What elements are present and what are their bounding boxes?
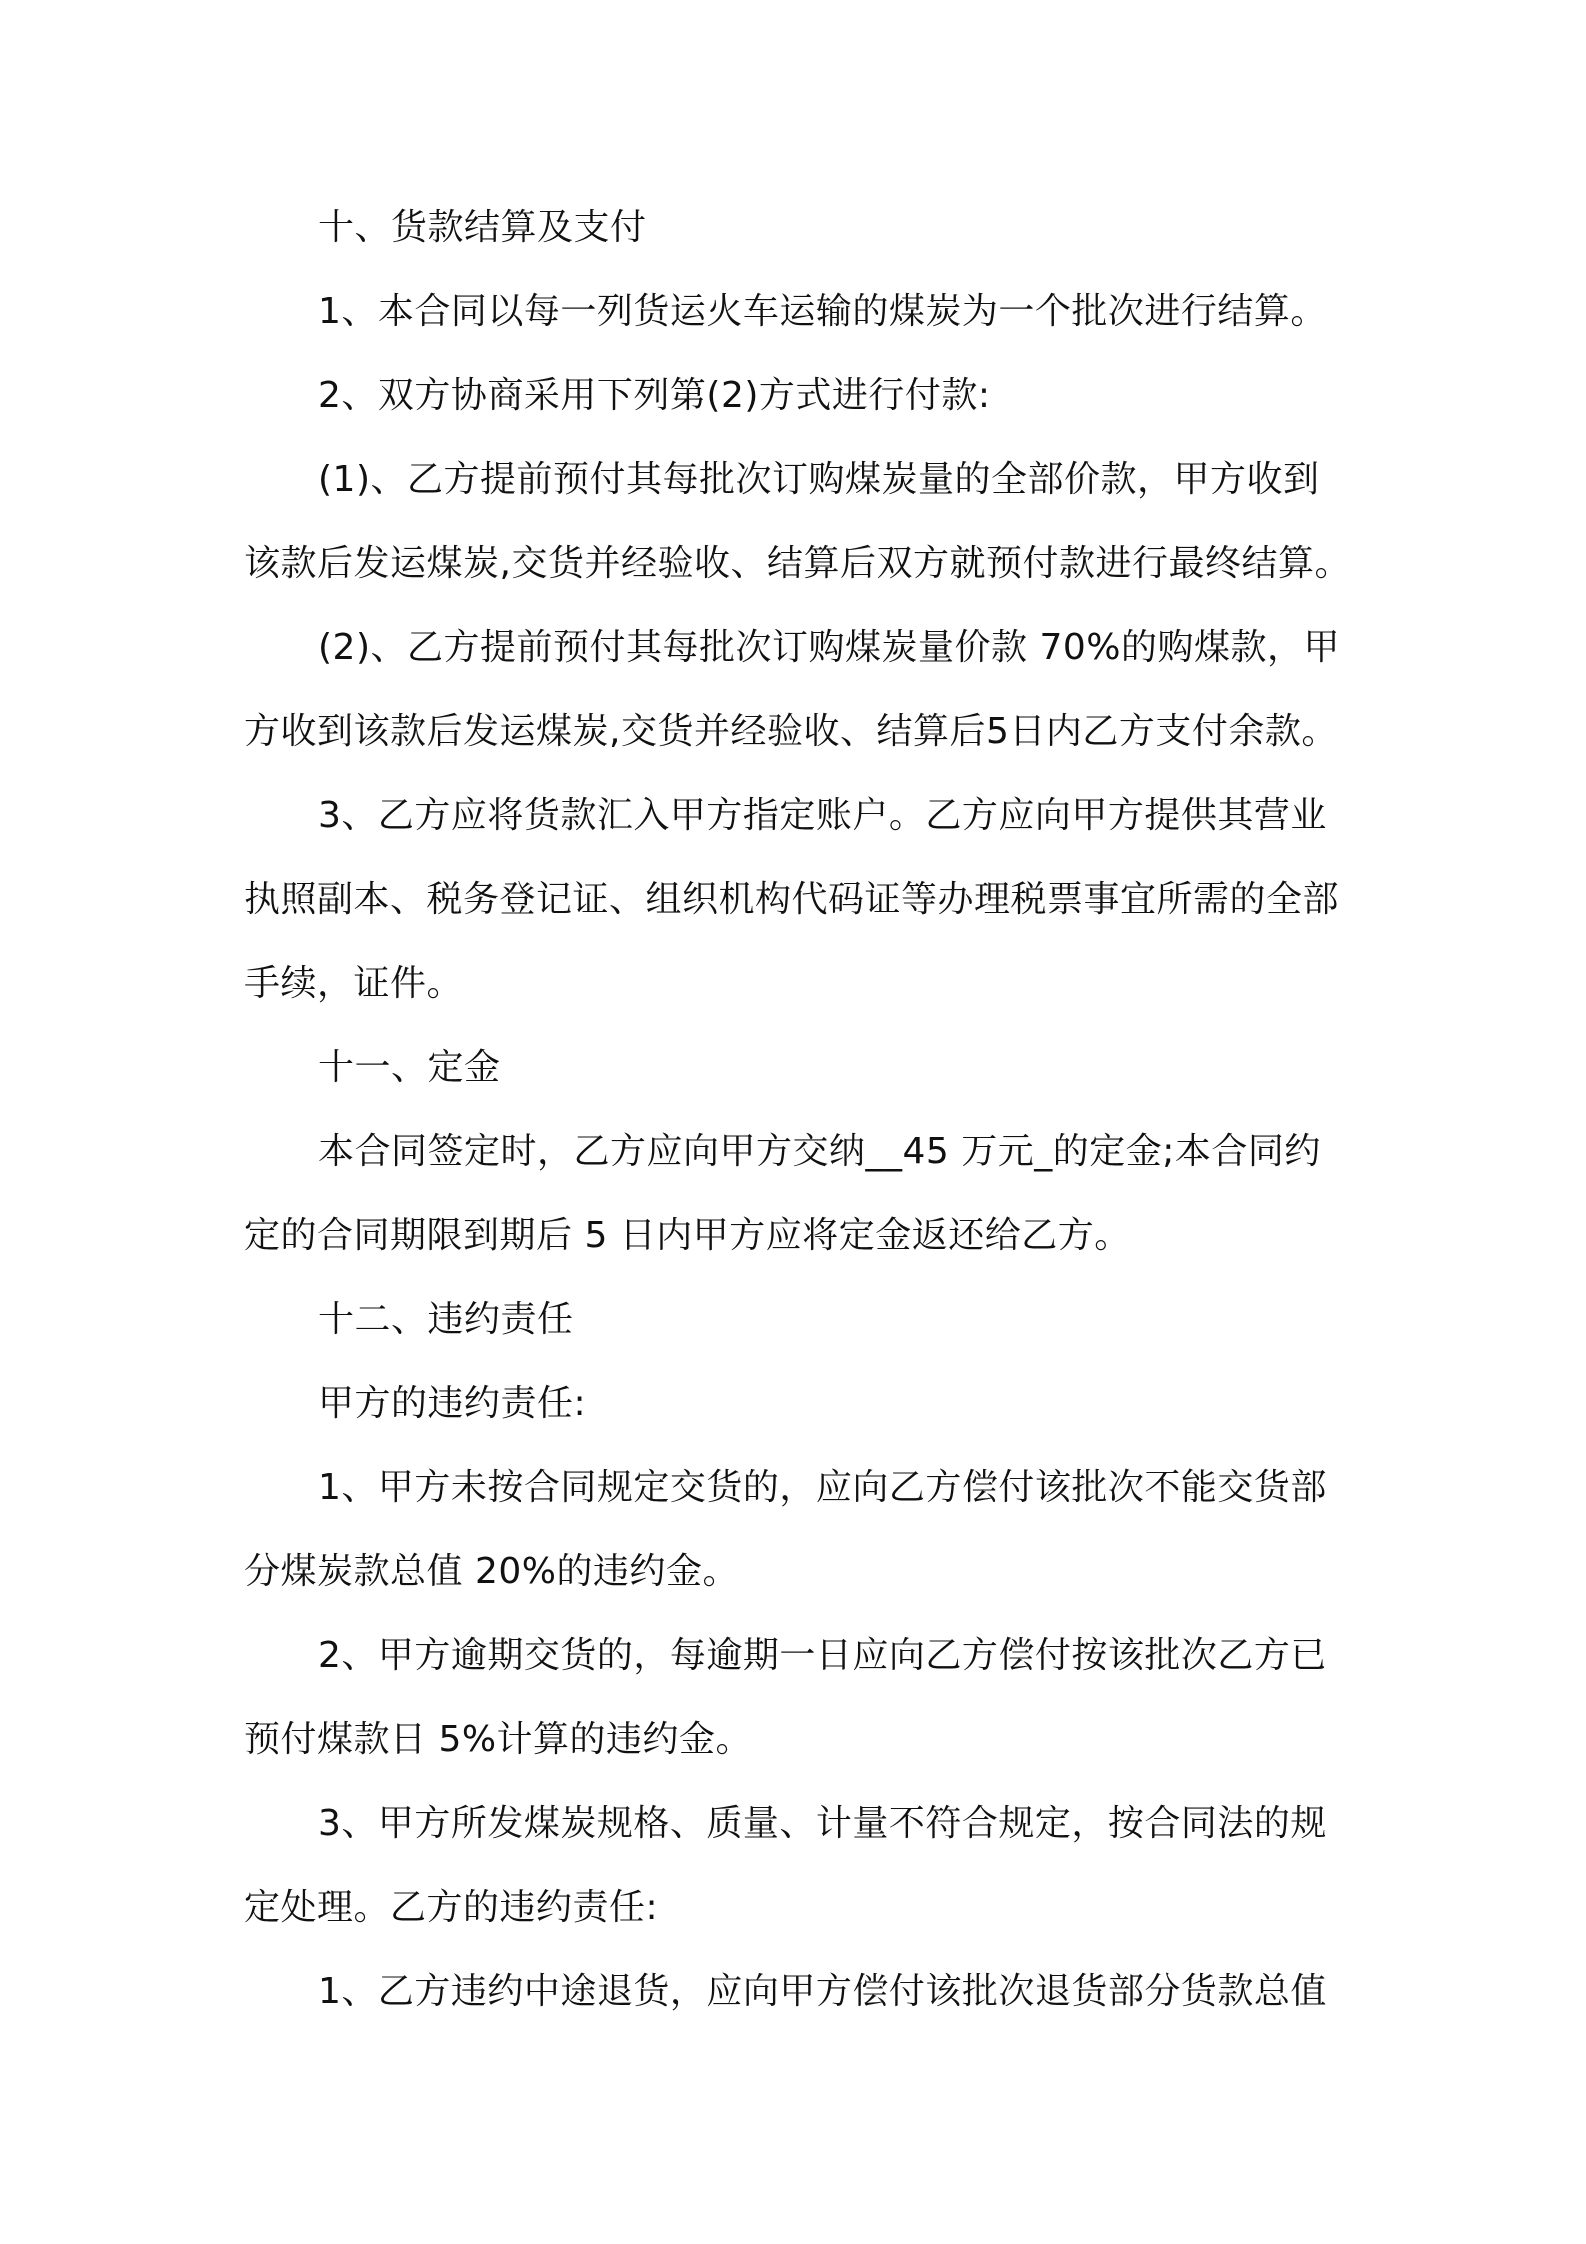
party-a-clause-3-line-1: 3、甲方所发煤炭规格、质量、计量不符合规定，按合同法的规 bbox=[318, 1803, 1327, 1844]
section-heading-deposit: 十一、定金 bbox=[318, 1047, 501, 1088]
party-a-clause-2-line-2: 预付煤款日 5%计算的违约金。 bbox=[244, 1719, 753, 1760]
party-a-clause-1-line-2: 分煤炭款总值 20%的违约金。 bbox=[244, 1551, 739, 1592]
clause-payment-method: 2、双方协商采用下列第(2)方式进行付款: bbox=[318, 375, 991, 416]
option-1-line-2: 该款后发运煤炭,交货并经验收、结算后双方就预付款进行最终结算。 bbox=[244, 543, 1351, 584]
clause-account-line-3: 手续，证件。 bbox=[244, 963, 464, 1004]
section-heading-payment: 十、货款结算及支付 bbox=[318, 207, 647, 248]
party-a-liability-heading: 甲方的违约责任: bbox=[318, 1383, 587, 1424]
option-2-line-2: 方收到该款后发运煤炭,交货并经验收、结算后5日内乙方支付余款。 bbox=[244, 711, 1338, 752]
party-b-clause-1-line-1: 1、乙方违约中途退货，应向甲方偿付该批次退货部分货款总值 bbox=[318, 1971, 1327, 2012]
clause-batch-settlement: 1、本合同以每一列货运火车运输的煤炭为一个批次进行结算。 bbox=[318, 291, 1327, 332]
party-a-clause-1-line-1: 1、甲方未按合同规定交货的，应向乙方偿付该批次不能交货部 bbox=[318, 1467, 1327, 1508]
deposit-line-2: 定的合同期限到期后 5 日内甲方应将定金返还给乙方。 bbox=[244, 1215, 1131, 1256]
option-2-line-1: (2)、乙方提前预付其每批次订购煤炭量价款 70%的购煤款，甲 bbox=[318, 627, 1340, 668]
clause-account-line-1: 3、乙方应将货款汇入甲方指定账户。乙方应向甲方提供其营业 bbox=[318, 795, 1327, 836]
party-a-clause-2-line-1: 2、甲方逾期交货的，每逾期一日应向乙方偿付按该批次乙方已 bbox=[318, 1635, 1327, 1676]
option-1-line-1: (1)、乙方提前预付其每批次订购煤炭量的全部价款，甲方收到 bbox=[318, 459, 1320, 500]
section-heading-liability: 十二、违约责任 bbox=[318, 1299, 574, 1340]
clause-account-line-2: 执照副本、税务登记证、组织机构代码证等办理税票事宜所需的全部 bbox=[244, 879, 1340, 920]
party-a-clause-3-line-2: 定处理。乙方的违约责任: bbox=[244, 1887, 659, 1928]
deposit-line-1: 本合同签定时，乙方应向甲方交纳__45 万元_的定金;本合同约 bbox=[318, 1131, 1321, 1172]
